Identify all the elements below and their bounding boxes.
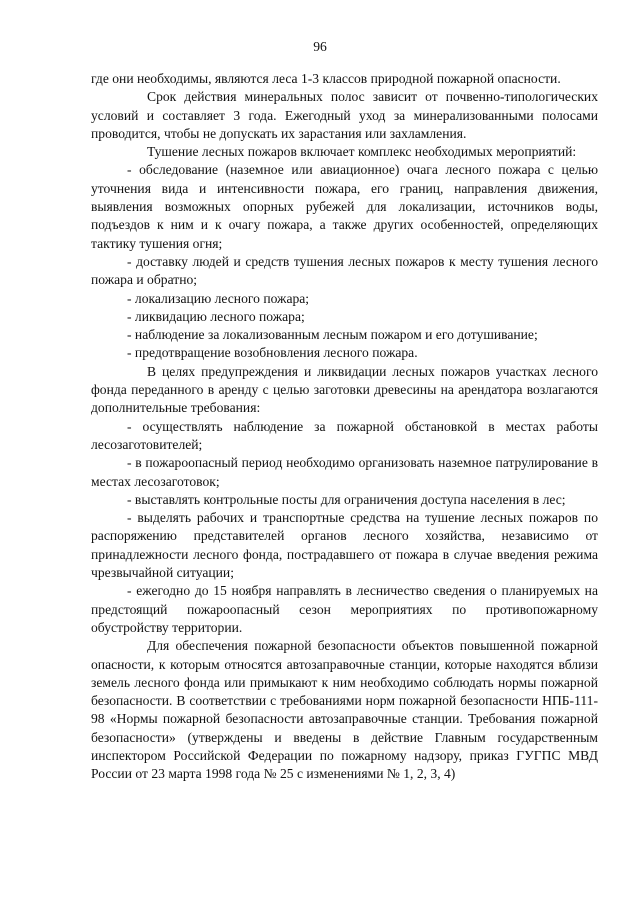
list-item: - осуществлять наблюдение за пожарной обстановкой в местах работы лесозаготовителей; xyxy=(91,418,598,452)
list-item: - доставку людей и средств тушения лесных пожаров к месту тушения лесного пожара и обратно; xyxy=(91,253,598,288)
paragraph-firefighting-measures: Тушение лесных пожаров включает комплекс необходимых мероприятий: xyxy=(147,144,577,160)
list-item: - локализацию лесного пожара; xyxy=(127,290,310,306)
list-item: - в пожароопасный период необходимо организовать наземное патрулирование в местах лесозаготовок; xyxy=(91,455,598,489)
paragraph-continuation: где они необходимы, являются леса 1-3 классов природной пожарной опасности. xyxy=(91,71,561,86)
list-item: - выставлять контрольные посты для ограничения доступа населения в лес; xyxy=(127,491,566,507)
page-number: 96 xyxy=(313,39,327,54)
document-body xyxy=(91,70,598,784)
list-item: - выделять рабочих и транспортные средства на тушение лесных пожаров по распоряжению представителей органов лесного хозяйства, независимо от принадлежности лесного фонда, пострадавшего от пожара в случае введения режима чрезвычайной ситуации; xyxy=(91,510,598,581)
paragraph-lessee-requirements: В целях предупреждения и ликвидации лесных пожаров участках лесного фонда переданного в аренду с целью заготовки древесины на арендатора возлагаются дополнительные требования: xyxy=(91,363,598,416)
list-item: - ежегодно до 15 ноября направлять в лесничество сведения о планируемых на предстоящий пожароопасный сезон мероприятиях по противопожарному обустройству территории. xyxy=(91,583,598,635)
paragraph-fuel-stations: Для обеспечения пожарной безопасности объектов повышенной пожарной опасности, к которым относятся автозаправочные станции, которые находятся вблизи земель лесного фонда или примыкают к ним необходимо соблюдать нормы пожарной безопасности. В соответствии с требованиями норм пожарной безопасности НПБ-111-98 «Нормы пожарной безопасности автозаправочные станции. Требования пожарной безопасности» (утверждены и введены в действие Главным государственным инспектором Российской Федерации по пожарному надзору, приказ ГУГПС МВД России от 23 марта 1998 года № 25 с изменениями № 1, 2, 3, 4) xyxy=(91,638,598,782)
list-item: - предотвращение возобновления лесного пожара. xyxy=(127,345,418,361)
list-item: - обследование (наземное или авиационное) очага лесного пожара с целью уточнения вида и интенсивности пожара, его границ, направления движения, выявления возможных опорных рубежей для локализации, источников воды, подъездов к ним и к очагу пожара, а также других особенностей, определяющих тактику тушения огня; xyxy=(91,162,598,251)
list-item: - ликвидацию лесного пожара; xyxy=(127,308,305,324)
list-item: - наблюдение за локализованным лесным пожаром и его дотушивание; xyxy=(127,327,538,343)
paragraph-mineral-strips: Срок действия минеральных полос зависит от почвенно-типологических условий и составляет 3 года. Ежегодный уход за минерализованными полосами проводится, чтобы не допускать их зарастания или захламления. xyxy=(91,89,598,141)
